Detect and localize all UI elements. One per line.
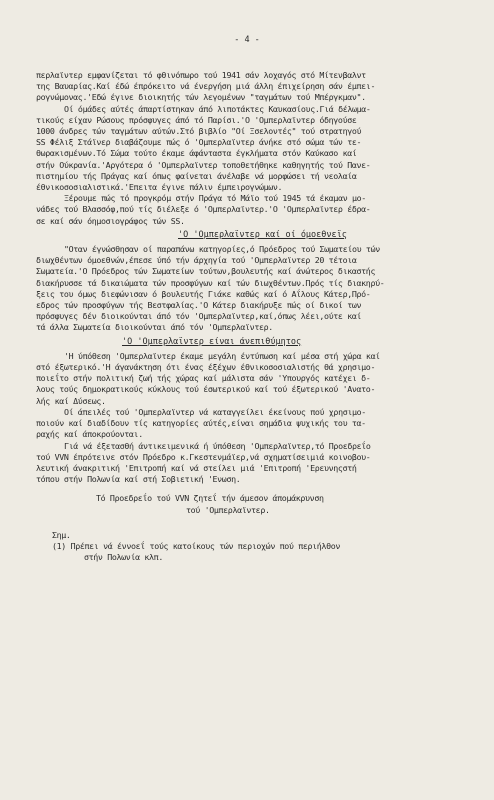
text-line: λευτική άνακριτική 'Επιτροπή καί νά στείλει μιά 'Επιτροπή 'Ερευνηςστή — [36, 462, 357, 473]
document-body — [36, 70, 474, 563]
text-line: ξεις του όμως διεφώνισαν ό βουλευτής Γιάκε καθώς καί ό Αΐλους Κάτερ,Πρό- — [36, 288, 371, 299]
footnote — [36, 530, 474, 564]
text-line: σε καί σάν όημοσιογράφος τών SS. — [36, 215, 185, 226]
closing-statement — [36, 493, 474, 515]
text-line: "Οταν έγνώσθησαν οί παραπάνω κατηγορίες,ό Πρόεδρος τού Σωματείου τών — [64, 244, 380, 255]
paragraph-2 — [36, 244, 474, 334]
footnote-label: Σημ. — [52, 529, 71, 540]
paragraph-3 — [36, 351, 474, 407]
text-line: της Βαυαρίας.Καί έδώ έπρόκειτο νά ένεργήση μιά άλλη έπιχείρηση σάν έμπει- — [36, 81, 376, 92]
text-line: τικούς είχαν Ρώσους πρόσφυγες άπό τό Παρίσι.'Ο 'Ομπερλαϊντερ όδηγούσε — [36, 114, 357, 125]
text-line: λής καί Δύσεως. — [36, 395, 106, 406]
text-line: τού VVN έπρότεινε στόν Πρόεδρο κ.Γκεστενμάϊερ,νά σχηματίσειμιά κοινοβου- — [36, 451, 371, 462]
text-line: περλαϊντερ εμφανίζεται τό φθινόπωρο τού 1941 σάν λοχαγός στό Μίτενβαλντ — [36, 70, 366, 80]
text-line: πρόσφυγες δέν διοικούνται άπό τόν 'Ομπερλαϊντερ,καί,όπως λέει,ούτε καί — [36, 311, 362, 322]
text-line: θωρακισμένων.Τό Σώμα τούτο έκαμε άφάνταστα έγκλήματα στόν Καύκασο καί — [36, 148, 357, 159]
paragraph-4 — [36, 407, 474, 441]
text-line: στήν Ούκρανία.'Αργότερα ό 'Ομπερλαϊντερ τοποθετήθηκε καθηγητής τού Πανε- — [36, 159, 371, 170]
text-line: διωχθέντων όμοεθνών,έπεσε ύπό τήν άρχηγία τού 'Ομπερλαϊντερ 20 τέτοια — [36, 255, 357, 266]
text-line: Οί άπειλές τού 'Ομπερλαϊντερ νά καταγγείλει έκείνους πού χρησιμο- — [64, 406, 366, 417]
text-line: νάδες τού Βλασσόφ,πού τίς διέλεξε ό 'Ομπερλαϊντερ.'Ο 'Ομπερλαϊντερ έδρα- — [36, 204, 371, 215]
text-line: ποιούν καί διαδίδουν τίς κατηγορίες αύτές,είναι σημάδια ψυχικής του τα- — [36, 418, 366, 429]
text-line: Τό Προεδρεΐο τού VVN ζητεΐ τήν άμεσον άπομάκρυνση — [96, 493, 324, 504]
paragraph-1 — [36, 70, 474, 227]
text-line: τά άλλα Σωματεία διοικούνται άπό τόν 'Ομπερλαϊντερ. — [36, 322, 273, 333]
text-line: πιστημίου τής Πράγας καί όπως φαίνεται άνέλαβε νά μορφώσει τή νεολαία — [36, 170, 357, 181]
text-line: λους τούς δημοκρατικούς κύκλους τού έσωτερικού καί τού έξωτερικού 'Ανατο- — [36, 384, 376, 395]
text-line: ποιεΐτο στήν πολιτική ζωή τής χώρας καί μάλιστα σάν 'Υπουργός κατέχει δ- — [36, 373, 371, 384]
text-line: έθνικοσοσιαλιστικά.'Επειτα έγινε πάλιν έμπειρογνώμων. — [36, 182, 283, 193]
text-line: στό έξωτερικό.'Η άγανάκτηση ότι ένας έξέχων έθνικοσοσιαλιστής θά χρησιμο- — [36, 362, 376, 373]
text-line: Γιά νά έξετασθή άντικειμενικά ή ύπόθεση 'Ομπερλαϊντερ,τό Προεδρεΐο — [64, 440, 371, 451]
text-line: 1000 άνδρες τών ταγμάτων αύτών.Στό βιβλίο "Οί Ξσελοντές" τού στρατηγού — [36, 126, 362, 137]
section-heading-2: 'Ο 'Ομπερλαϊντερ είναι άνεπιθύμητος — [122, 336, 302, 347]
text-line: SS Φέλιξ Στάϊνερ διαβάζουμε πώς ό 'Ομπερλαϊντερ άνήκε στό σώμα τών τε- — [36, 137, 362, 148]
text-line: τόπου στήν Πολωνία καί στή Σοβιετική 'Ενωση. — [36, 474, 241, 485]
text-line: 'Η ύπόθεση 'Ομπερλαϊντερ έκαμε μεγάλη έντύπωση καί μέσα στή χώρα καί — [64, 350, 380, 361]
text-line: εδρος τών προσφύγων τής Βεστφαλίας.'Ο Κάτερ διακήρυξε πώς οί δικοί των — [36, 300, 362, 311]
footnote-text: στήν Πολωνία κλπ. — [84, 552, 163, 563]
footnote-text: (1) Πρέπει νά έννοεΐ τούς κατοίκους τών περιοχών πού περιήλθον — [52, 540, 340, 551]
text-line: τού 'Ομπερλαϊντερ. — [186, 504, 270, 515]
text-line: ρογνώμονας.'Εδώ έγινε διοικητής τών λεγομένων "ταγμάτων τού Μπέργκμαν". — [36, 92, 366, 103]
text-line: ραχής καί άποκρούονται. — [36, 429, 143, 440]
text-line: Σωματεία.'Ο Πρόεδρος τών Σωματείων τούτων,βουλευτής καί άνώτερος δικαστής — [36, 266, 376, 277]
text-line: Ξέρουμε πώς τό προγκρόμ στήν Πράγα τό Μάϊο τού 1945 τά έκαμαν μο- — [64, 193, 366, 204]
paragraph-5 — [36, 441, 474, 486]
page-number: - 4 - — [234, 35, 260, 45]
text-line: Οί όμάδες αύτές άπαρτίστηκαν άπό λιποτάκτες Καυκασίους.Γιά δέλωμα- — [64, 103, 371, 114]
section-heading-1: 'Ο 'Ομπερλαϊντερ καί οί όμοεθνεϊς — [178, 229, 347, 240]
text-line: διακήρυσσε τά δικαιώματα τών προσφύγων καί τών διωχθέντων.Πρός τίς διακηρύ- — [36, 277, 385, 288]
